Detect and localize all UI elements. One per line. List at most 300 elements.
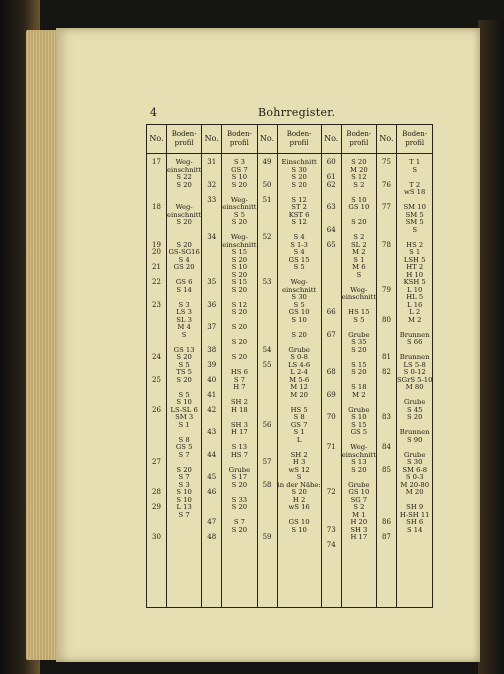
profile-entry: S 20 <box>406 414 423 421</box>
profile-entry: GS 15 <box>288 256 310 264</box>
profile-entry: LSH 5 <box>403 256 426 264</box>
profile-entry: S 15 <box>231 249 248 256</box>
bore-number: 21 <box>152 263 161 271</box>
profile-entry <box>342 302 376 310</box>
profile-entry: SH 9 <box>406 504 424 511</box>
profile-entry <box>342 399 376 407</box>
profile-entry: Weg- <box>175 204 193 211</box>
header-profile: Boden-profil <box>396 125 432 154</box>
header-no: No. <box>257 125 277 154</box>
bore-number: 87 <box>382 533 391 541</box>
profile-entry <box>397 324 432 332</box>
profile-entry: S 20 <box>351 346 367 354</box>
bore-number-column <box>147 154 167 608</box>
profile-entry: S 10 <box>231 174 248 181</box>
profile-entry: SM 6-8 <box>402 466 428 474</box>
profile-entry: S <box>296 474 302 481</box>
profile-entry: Einschnitt <box>281 159 317 166</box>
bore-number: 45 <box>207 473 217 481</box>
profile-entry: einschnitt <box>167 166 202 174</box>
profile-entry: M 6 <box>352 264 366 271</box>
profile-entry <box>342 437 376 445</box>
bore-number: 36 <box>207 300 217 309</box>
header-no: No. <box>376 125 396 154</box>
profile-entry: einschnitt <box>341 294 376 301</box>
profile-entry: LS 3 <box>176 309 192 316</box>
profile-entry: S 17 <box>231 474 248 481</box>
profile-entry: S 20 <box>231 339 248 346</box>
bore-number: 66 <box>326 308 336 316</box>
profile-entry: H 17 <box>231 429 248 436</box>
profile-entry: H-SH 11 <box>399 511 430 519</box>
soil-profile-column <box>222 154 257 608</box>
profile-entry: L 16 <box>407 301 423 309</box>
profile-entry: in der Nähe: <box>277 481 321 489</box>
profile-entry: SH 2 <box>290 451 308 459</box>
bore-number: 61 <box>326 173 336 181</box>
profile-entry: S 20 <box>231 324 248 331</box>
bore-number: 77 <box>382 203 391 211</box>
profile-entry <box>342 377 376 385</box>
profile-entry <box>278 189 321 197</box>
bore-number: 64 <box>326 225 336 234</box>
bore-number: 80 <box>382 315 391 324</box>
profile-entry: S 2 <box>353 181 365 189</box>
soil-profile-column <box>167 154 202 608</box>
bore-number: 62 <box>326 180 336 189</box>
profile-entry <box>167 272 201 280</box>
profile-entry: Weg- <box>230 234 248 241</box>
profile-entry: S 0-12 <box>403 369 426 376</box>
profile-entry: S 7 <box>178 474 190 481</box>
profile-entry: Grube <box>348 331 370 339</box>
profile-entry: Grube <box>288 346 310 354</box>
profile-entry: GS 13 <box>173 346 195 354</box>
profile-entry <box>342 189 376 197</box>
profile-entry <box>222 317 256 325</box>
profile-entry <box>342 279 376 287</box>
profile-entry: S 13 <box>231 444 248 451</box>
profile-entry <box>167 459 201 467</box>
profile-entry: GS 20 <box>173 264 195 271</box>
table-body-row <box>147 154 433 608</box>
profile-entry: HT 2 <box>406 264 424 271</box>
profile-entry: Grube <box>348 406 370 414</box>
soil-profile-column <box>396 154 432 608</box>
profile-entry <box>167 197 201 205</box>
profile-entry: S 10 <box>176 399 192 406</box>
profile-entry: M 1 <box>352 511 366 519</box>
profile-entry: GS 10 <box>348 489 370 496</box>
profile-entry: GS 7 <box>290 421 308 429</box>
profile-entry: S 10 <box>351 414 367 421</box>
profile-entry: S 10 <box>176 496 192 504</box>
bore-number: 57 <box>262 458 272 466</box>
profile-entry: S 1 <box>353 256 365 264</box>
bore-number: 28 <box>152 488 161 496</box>
profile-entry: S 20 <box>231 181 248 189</box>
profile-entry: LS 4-6 <box>287 361 311 369</box>
bore-number: 75 <box>382 158 391 166</box>
profile-entry <box>222 189 256 197</box>
profile-entry: L 10 <box>407 286 423 294</box>
profile-entry: TS 5 <box>176 369 192 376</box>
profile-entry: S 20 <box>351 369 367 376</box>
profile-entry: H 20 <box>350 519 368 526</box>
bore-number: 60 <box>326 158 336 166</box>
profile-entry <box>222 347 256 355</box>
profile-entry: S 33 <box>231 496 248 504</box>
bore-number: 39 <box>207 360 217 369</box>
profile-entry: Brunnen <box>399 331 430 339</box>
profile-entry: S 13 <box>351 459 367 466</box>
profile-entry: S 20 <box>231 504 248 511</box>
profile-entry: S 20 <box>231 271 248 279</box>
profile-entry: S 20 <box>351 219 367 226</box>
profile-entry: KSH 5 <box>403 279 426 286</box>
header-profile: Boden-profil <box>277 125 321 154</box>
profile-entry: S 7 <box>233 376 245 384</box>
bore-number-column <box>257 154 277 608</box>
table-header-row <box>147 125 433 154</box>
profile-entry: M 20 <box>290 391 309 399</box>
profile-entry <box>278 339 321 347</box>
bore-number: 29 <box>152 503 161 511</box>
profile-entry: S 20 <box>291 489 307 496</box>
bore-number: 82 <box>382 368 391 376</box>
profile-entry: S 66 <box>406 339 423 346</box>
bore-number: 74 <box>326 540 336 549</box>
bore-number: 22 <box>152 278 161 286</box>
profile-entry: M 4 <box>177 324 191 331</box>
profile-entry: S 1-3 <box>290 241 308 249</box>
profile-entry: HS 6 <box>230 369 248 376</box>
bore-number: 20 <box>152 248 161 256</box>
profile-entry <box>342 474 376 482</box>
profile-entry: M 5-6 <box>289 376 310 384</box>
profile-entry <box>397 197 432 205</box>
bore-number: 52 <box>262 233 272 241</box>
profile-entry: S 20 <box>291 181 307 189</box>
profile-entry: GS 10 <box>288 309 310 316</box>
running-head <box>56 106 480 122</box>
profile-entry: S 1 <box>293 429 305 436</box>
profile-entry: S 5 <box>353 316 365 324</box>
profile-entry <box>222 512 256 520</box>
profile-entry: T 1 <box>409 159 421 166</box>
bore-number: 25 <box>152 375 161 384</box>
profile-entry: M 20 <box>405 489 424 496</box>
profile-entry <box>278 399 321 407</box>
profile-entry: HS 7 <box>230 451 248 459</box>
right-shadow <box>478 20 504 674</box>
profile-entry: S 7 <box>233 519 245 526</box>
profile-entry: S 8 <box>293 414 305 421</box>
bore-number: 18 <box>152 203 161 211</box>
bore-number: 27 <box>152 458 161 466</box>
profile-entry: S 14 <box>176 286 192 294</box>
profile-entry: Weg- <box>175 159 193 166</box>
bore-number: 79 <box>382 285 391 294</box>
bore-number: 71 <box>326 443 336 451</box>
profile-entry <box>222 392 256 400</box>
profile-entry: H 18 <box>231 406 248 414</box>
book-page <box>56 28 480 662</box>
profile-entry: S 5 <box>293 264 305 271</box>
profile-entry: einschnitt <box>222 204 257 211</box>
profile-entry: S 5 <box>178 391 190 399</box>
bore-number: 54 <box>262 345 272 354</box>
profile-entry: S 3 <box>233 159 245 166</box>
profile-entry <box>167 339 201 347</box>
profile-entry: S 20 <box>231 526 248 534</box>
profile-entry: S 20 <box>176 376 192 384</box>
profile-entry: S <box>412 226 418 234</box>
profile-entry: S 5 <box>293 301 305 309</box>
profile-entry: S 20 <box>176 354 192 361</box>
profile-entry: S 10 <box>291 316 307 324</box>
header-no: No. <box>147 125 167 154</box>
profile-entry <box>278 227 321 235</box>
profile-entry <box>167 234 201 242</box>
profile-entry <box>278 444 321 452</box>
profile-entry: S 20 <box>231 256 248 264</box>
profile-entry: S 20 <box>351 466 367 474</box>
profile-entry <box>397 422 432 430</box>
profile-entry: SM 5 <box>405 219 424 226</box>
profile-entry: S 12 <box>351 174 367 181</box>
profile-entry: S 15 <box>351 361 367 369</box>
profile-entry: wS 18 <box>404 189 426 196</box>
bore-number: 37 <box>207 323 217 331</box>
bore-number: 44 <box>207 450 217 459</box>
profile-entry: H 10 <box>406 271 424 279</box>
bore-number: 30 <box>152 533 161 541</box>
profile-entry: ST 2 <box>291 204 307 211</box>
profile-entry: S 15 <box>231 279 248 286</box>
bore-number: 48 <box>207 533 217 541</box>
profile-entry: S <box>356 271 362 279</box>
profile-entry: M 20-80 <box>400 481 430 489</box>
profile-entry: SL 3 <box>176 316 192 324</box>
profile-entry: Weg- <box>350 444 368 451</box>
profile-entry <box>222 437 256 445</box>
profile-entry: S 30 <box>291 294 307 301</box>
profile-entry: S 5 <box>178 361 190 369</box>
profile-entry: S 2 <box>353 234 365 241</box>
profile-entry: T 2 <box>409 181 421 189</box>
bore-number: 69 <box>326 390 336 399</box>
profile-entry: M 12 <box>290 384 309 391</box>
profile-entry <box>222 332 256 340</box>
bore-number: 33 <box>207 195 217 204</box>
profile-entry: S 20 <box>176 241 192 249</box>
header-no: No. <box>202 125 222 154</box>
profile-entry <box>167 227 201 235</box>
profile-entry <box>278 324 321 332</box>
bore-number: 49 <box>262 158 272 166</box>
profile-entry: SH 6 <box>406 519 424 526</box>
header-profile: Boden-profil <box>222 125 257 154</box>
profile-entry: S 20 <box>291 331 307 339</box>
profile-entry: L 2-4 <box>290 369 308 376</box>
bore-number: 86 <box>382 518 391 526</box>
profile-entry: S 7 <box>178 451 190 459</box>
profile-entry: S 20 <box>291 174 307 181</box>
header-profile: Boden-profil <box>167 125 202 154</box>
bore-number: 68 <box>326 368 336 376</box>
bore-number: 81 <box>382 353 391 361</box>
profile-entry <box>222 362 256 370</box>
profile-entry <box>222 294 256 302</box>
profile-entry: M 2 <box>407 316 422 324</box>
profile-entry: M 80 <box>405 384 424 391</box>
profile-entry: S 18 <box>351 384 367 391</box>
profile-entry: GS 7 <box>231 166 248 174</box>
profile-entry <box>167 384 201 392</box>
bore-number: 46 <box>207 488 217 496</box>
profile-entry <box>278 512 321 520</box>
bore-number: 55 <box>262 360 272 369</box>
profile-entry: S 20 <box>231 481 248 489</box>
profile-entry: SGrS 5-10 <box>396 376 433 384</box>
profile-entry: L <box>296 436 302 444</box>
profile-entry: Brunnen <box>399 354 430 361</box>
profile-entry: GS 10 <box>288 519 310 526</box>
profile-entry: H 7 <box>233 384 246 391</box>
bore-number: 85 <box>382 465 391 474</box>
profile-entry: Grube <box>403 451 426 459</box>
profile-entry: S 20 <box>176 466 192 474</box>
bore-number: 83 <box>382 413 391 421</box>
profile-entry: S 3 <box>178 481 190 489</box>
bore-number: 50 <box>262 180 272 189</box>
profile-entry: S 1 <box>409 249 421 256</box>
profile-entry: S 20 <box>351 159 367 166</box>
profile-entry: S 20 <box>231 286 248 294</box>
profile-entry <box>397 347 432 355</box>
bore-number: 58 <box>262 480 272 489</box>
profile-entry: S 0-8 <box>290 354 308 361</box>
bore-number: 67 <box>326 330 336 339</box>
bore-number: 65 <box>326 240 336 249</box>
profile-entry <box>397 497 432 505</box>
profile-entry: SL 2 <box>351 241 367 249</box>
page-number: 4 <box>150 106 157 119</box>
profile-entry: S 12 <box>291 196 307 204</box>
bore-number-column <box>202 154 222 608</box>
bore-number: 23 <box>152 300 161 309</box>
profile-entry: GS 10 <box>348 204 370 211</box>
bore-number: 53 <box>262 278 272 286</box>
profile-entry: S 20 <box>176 219 192 226</box>
profile-entry: einschnitt <box>222 241 257 249</box>
profile-entry: einschnitt <box>341 451 376 459</box>
profile-entry: L 13 <box>176 504 192 511</box>
profile-entry: S 2 <box>353 504 365 511</box>
profile-entry <box>342 354 376 362</box>
bore-number: 40 <box>207 375 217 384</box>
profile-entry: H 2 <box>292 496 306 504</box>
profile-entry: M 2 <box>352 391 366 399</box>
bore-number: 56 <box>262 420 272 429</box>
page-title: Bohrregister. <box>258 106 336 119</box>
bore-number: 73 <box>326 525 336 534</box>
profile-entry: S 7 <box>178 511 190 519</box>
profile-entry: Grube <box>228 466 251 474</box>
profile-entry: S 3 <box>178 301 190 309</box>
profile-entry: S 1 <box>178 421 190 429</box>
profile-entry: LS 5-8 <box>403 361 426 369</box>
soil-profile-column <box>277 154 321 608</box>
profile-entry: S 20 <box>176 181 192 189</box>
profile-entry: HS 2 <box>406 241 424 249</box>
profile-entry: S 30 <box>291 166 307 174</box>
profile-entry <box>397 392 432 400</box>
profile-entry <box>397 444 432 452</box>
profile-entry <box>167 189 201 197</box>
profile-entry: LS-SL 6 <box>170 406 198 414</box>
profile-entry: S 35 <box>351 339 367 346</box>
profile-entry: HS 5 <box>290 406 308 414</box>
profile-entry <box>222 459 256 467</box>
profile-entry: einschnitt <box>281 286 317 294</box>
bore-number: 17 <box>152 158 161 166</box>
profile-entry: S 30 <box>406 459 423 466</box>
drilling-register-table <box>146 124 433 608</box>
profile-entry: S 90 <box>406 436 423 444</box>
bore-number: 51 <box>262 195 272 204</box>
bore-number: 41 <box>207 390 217 399</box>
profile-entry: S 20 <box>231 354 248 361</box>
profile-entry: S 5 <box>233 211 245 219</box>
profile-entry: L 2 <box>409 309 421 316</box>
bore-number-column <box>376 154 396 608</box>
bore-number: 42 <box>207 405 217 414</box>
profile-entry: GS 6 <box>175 279 193 286</box>
profile-entry: SH 3 <box>230 421 248 429</box>
profile-entry <box>222 489 256 497</box>
profile-entry <box>342 324 376 332</box>
profile-entry: SM 10 <box>403 204 426 211</box>
profile-entry <box>222 414 256 422</box>
profile-entry: SG 7 <box>350 496 368 504</box>
bore-number: 70 <box>326 413 336 421</box>
profile-entry: SH 2 <box>230 399 248 406</box>
bore-number-column <box>321 154 341 608</box>
bore-number: 24 <box>152 353 161 361</box>
bore-number: 72 <box>326 488 336 496</box>
profile-entry: HL 5 <box>406 294 424 301</box>
profile-entry: Grube <box>403 399 426 406</box>
profile-entry: S 20 <box>231 219 248 226</box>
profile-entry <box>222 227 256 235</box>
profile-entry: S 14 <box>406 526 423 534</box>
bore-number: 38 <box>207 345 217 354</box>
bore-number: 32 <box>207 180 217 189</box>
bore-number: 19 <box>152 240 161 249</box>
profile-entry: SH 3 <box>350 526 368 534</box>
profile-entry: GS 5 <box>350 429 368 436</box>
profile-entry: S <box>412 166 418 174</box>
bore-number: 78 <box>382 240 391 249</box>
profile-entry: SM 5 <box>405 211 424 219</box>
profile-entry: S 20 <box>231 309 248 316</box>
profile-entry <box>167 294 201 302</box>
profile-entry: S 10 <box>176 489 192 496</box>
profile-entry: S 8 <box>178 436 190 444</box>
profile-entry <box>167 429 201 437</box>
